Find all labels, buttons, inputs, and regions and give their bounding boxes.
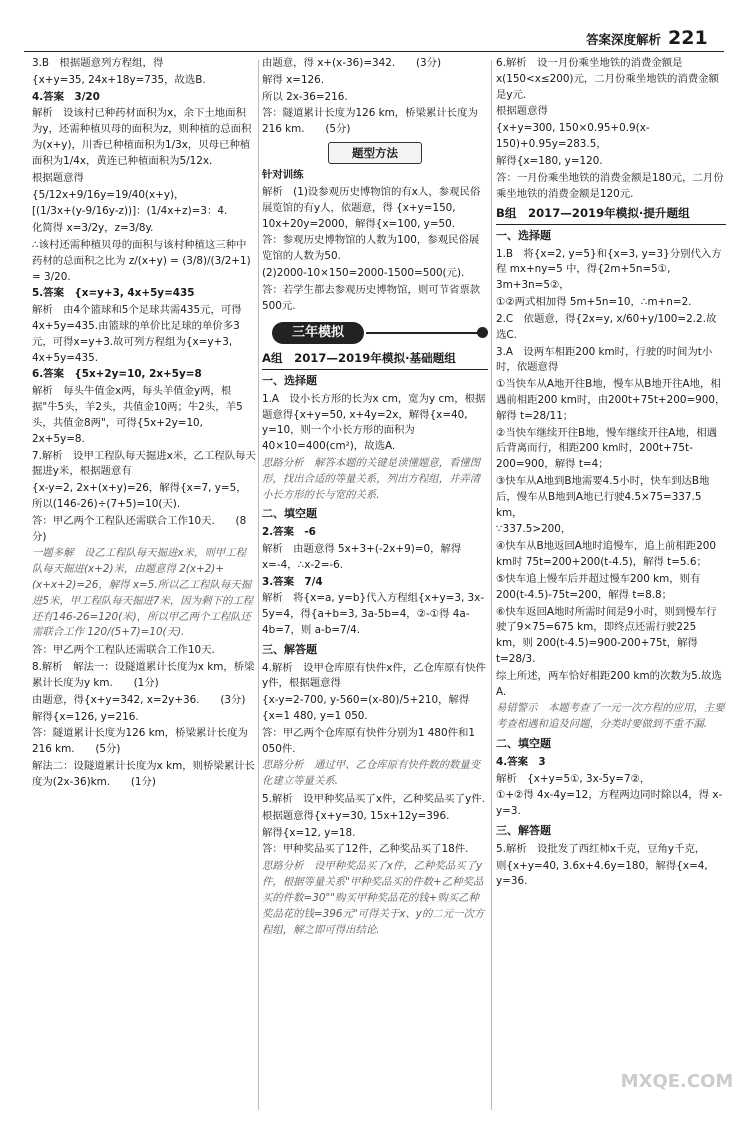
column-left: [32, 56, 256, 1116]
paragraph: (2)2000-10×150=2000-1500=500(元).: [262, 266, 465, 279]
column-divider: [258, 60, 259, 1110]
paragraph: 答：一月份乘坐地铁的消费金额是180元，二月份乘坐地铁的消费金额是120元.: [496, 171, 724, 200]
paragraph: 4.解析 设甲仓库原有快件x件，乙仓库原有快件y件，根据题意得: [262, 661, 486, 690]
paragraph: 解得{x=12, y=18.: [262, 826, 356, 839]
answer-line: 4.答案 3: [496, 755, 546, 768]
section-title: 一、选择题: [262, 373, 317, 387]
paragraph: {x+y=35, 24x+18y=735，故选B.: [32, 73, 206, 86]
paragraph: 6.解析 设一月份乘坐地铁的消费金额是x(150<x≤200)元，二月份乘坐地铁的消费金额是y元.: [496, 57, 719, 101]
paragraph: 答：甲乙两个工程队还需联合工作10天. (8分): [32, 514, 247, 543]
paragraph: ④快车从B地返回A地时追慢车，追上前相距200 km时 75t=200+200(t-4.5)，解得 t=5.6；: [496, 540, 717, 569]
paragraph: ⑤快车追上慢车后并超过慢车200 km，则有 200(t-4.5)-75t=200，解得 t=8.8；: [496, 572, 701, 601]
group-a-heading: A组 2017—2019年模拟·基础题组: [262, 350, 488, 370]
paragraph: 解析 由题意得 5x+3+(-2x+9)=0，解得 x=-4，∴x-2=-6.: [262, 542, 462, 571]
method-heading: 题型方法: [352, 146, 398, 161]
header-rule: [24, 51, 724, 52]
paragraph: 2.C 依题意，得{2x=y, x/60+y/100=2.2.故选C.: [496, 312, 717, 341]
note-error-warning: 易错警示 本题考查了一元一次方程的应用，主要考查相遇和追及问题，分类时要做到不重不漏.: [496, 702, 725, 731]
paragraph: 解析 由4个篮球和5个足球共需435元，可得4x+5y=435.由篮球的单价比足球的单价多3元，可得x=y+3.故可列方程组为{x=y+3, 4x+5y=435.: [32, 304, 242, 364]
column-right: [496, 56, 726, 1116]
paragraph: 所以 2x-36=216.: [262, 90, 348, 103]
paragraph: 解析 设该村已种药材面积为x，余下土地面积为y，还需种植贝母的面积为z，则种植的总面积为(x+y)，川香已种植面积为1/3x，贝母已种植面积为1/4x，黄连已种植面积为5/12x.: [32, 107, 252, 167]
group-b-heading: B组 2017—2019年模拟·提升题组: [496, 205, 726, 225]
paragraph: ②当快车继续开往B地，慢车继续开往A地，相遇后背离而行，相距200 km时，200t+75t-200=900，解得 t=4；: [496, 426, 717, 471]
section-title: 二、填空题: [262, 507, 317, 521]
section-title: 三、解答题: [262, 642, 317, 656]
header-title: 答案深度解析: [586, 32, 662, 47]
equation: {x+y=300, 150×0.95+0.9(x-150)+0.95y=283.5，: [496, 122, 650, 151]
note-analysis: 思路分析 设甲种奖品买了x件，乙种奖品买了y件，根据等量关系"甲种奖品买的件数+乙种奖品买的件数=30""购买甲种奖品花的钱+购买乙种奖品花的钱=396元"可得关于x、y的二元一次方程组，解之即可得出结论.: [262, 860, 485, 936]
paragraph: 答：甲乙两个仓库原有快件分别为1 480件和1 050件.: [262, 726, 475, 755]
paragraph: 解法二：设隧道累计长度为x km，则桥梁累计长度为(2x-36)km. (1分): [32, 759, 256, 788]
paragraph: 解得{x=180, y=120.: [496, 154, 603, 167]
section-title: 三、解答题: [496, 823, 551, 837]
column-divider: [491, 60, 492, 1110]
banner-label: 三年模拟: [272, 322, 364, 344]
equation: {x-y=2-700, y-560=(x-80)/5+210，解得{x=1 480, y=1 050.: [262, 694, 470, 722]
answer-line: 2.答案 -6: [262, 526, 316, 539]
paragraph: ⑥快车返回A地时所需时间是9小时，则到慢车行驶了9×75=675 km，即终点还需行驶225 km，则 200(t-4.5)=900-200+75t，解得 t=28/3.: [496, 605, 717, 665]
paragraph: 答：参观历史博物馆的人数为100，参观民俗展览馆的人数为50.: [262, 234, 480, 263]
note-analysis: 思路分析 解答本题的关键是读懂题意，看懂图形，找出合适的等量关系，列出方程组，并弄清小长方形的长与宽的关系.: [262, 456, 481, 501]
paragraph: ∵337.5>200，: [496, 523, 572, 536]
page-number: 221: [668, 27, 708, 49]
banner-line: [366, 332, 480, 334]
equation: 根据题意得{x+y=30, 15x+12y=396.: [262, 809, 450, 822]
paragraph: ①+②得 4x-4y=12，方程两边同时除以4，得 x-y=3.: [496, 789, 723, 818]
paragraph: 3.B 根据题意列方程组，得: [32, 57, 164, 69]
three-year-banner: [262, 320, 488, 346]
paragraph: 答：甲种奖品买了12件，乙种奖品买了18件.: [262, 843, 469, 856]
column-middle: [262, 56, 488, 1116]
answer-line: 6.答案 {5x+2y=10, 2x+5y=8: [32, 368, 202, 381]
paragraph: 根据题意得: [496, 105, 548, 118]
paragraph: 7.解析 设甲工程队每天掘进x米，乙工程队每天掘进y米，根据题意有: [32, 449, 256, 478]
paragraph: 解析 每头牛值金x两，每头羊值金y两，根据"牛5头，羊2头，共值金10两；牛2头，羊5头，共值金8两"，可得{5x+2y=10, 2x+5y=8.: [32, 385, 243, 445]
equation: {x-y=2, 2x+(x+y)=26，解得{x=7, y=5，所以(146-26)÷(7+5)=10(天).: [32, 482, 247, 510]
paragraph: 5.解析 设批发了西红柿x千克，豆角y千克，: [496, 842, 706, 855]
paragraph: 解得 x=126.: [262, 73, 325, 86]
paragraph: 化简得 x=3/2y，z=3/8y.: [32, 222, 154, 235]
equation: [(1/3x+(y-9/16y-z))]：(1/4x+z)=3：4.: [32, 205, 228, 218]
paragraph: ①②两式相加得 5m+5n=10，∴m+n=2.: [496, 296, 692, 309]
equation: {5/12x+9/16y=19/40(x+y)，: [32, 188, 185, 201]
answer-line: 5.答案 {x=y+3, 4x+5y=435: [32, 287, 195, 300]
paragraph: 答：甲乙两个工程队还需联合工作10天.: [32, 644, 215, 657]
paragraph: 根据题意得: [32, 171, 84, 184]
method-heading-box: [328, 142, 422, 164]
note-multi-solution: 一题多解 设乙工程队每天掘进x米，则甲工程队每天掘进(x+2)米，由题意得 2(x+2)+(x+x+2)=26，解得 x=5.所以乙工程队每天掘进5米，甲工程队每天掘进7米，因为剩下的工程还有146-26=120(米)，所以甲乙两个工程队还需联合工作 120/(5+7)=10(天).: [32, 547, 254, 639]
section-title: 二、填空题: [496, 737, 551, 751]
paragraph: 由题意，得 x+(x-36)=342. (3分): [262, 57, 442, 69]
paragraph: 由题意，得{x+y=342, x=2y+36. (3分): [32, 693, 246, 706]
section-title: 一、选择题: [496, 228, 551, 242]
paragraph: 答：隧道累计长度为126 km，桥梁累计长度为216 km. (5分): [262, 107, 478, 136]
paragraph: 答：若学生都去参观历史博物馆，则可节省票款500元.: [262, 283, 481, 312]
paragraph: 3.A 设两车相距200 km时，行驶的时间为t小时，依题意得: [496, 345, 713, 374]
paragraph: ∴该村还需种植贝母的面积与该村种植这三种中药材的总面积之比为 z/(x+y) = (3/8)/(3/2+1) = 3/20.: [32, 238, 251, 283]
page-header: [0, 0, 750, 49]
paragraph: 答：隧道累计长度为126 km，桥梁累计长度为216 km. (5分): [32, 727, 248, 756]
paragraph: 8.解析 解法一：设隧道累计长度为x km，桥梁累计长度为y km. (1分): [32, 661, 255, 689]
equation: 则{x+y=40, 3.6x+4.6y=180，解得{x=4, y=36.: [496, 859, 708, 888]
answer-line: 3.答案 7/4: [262, 575, 323, 588]
note-analysis: 思路分析 通过甲、乙仓库原有快件数的数量变化建立等量关系.: [262, 759, 481, 788]
equation: 解得{x=126, y=216.: [32, 710, 139, 723]
answer-line: 4.答案 3/20: [32, 90, 100, 103]
watermark: MXQE.COM: [620, 1071, 734, 1092]
paragraph: ①当快车从A地开往B地，慢车从B地开往A地，相遇前相距200 km时，由200t+75t+200=900，解得 t=28/11；: [496, 378, 726, 422]
equation: 解析 {x+y=5①, 3x-5y=7②，: [496, 772, 651, 785]
paragraph: 1.B 将{x=2, y=5}和{x=3, y=3}分别代入方程 mx+ny=5 中，得{2m+5n=5①, 3m+3n=5②，: [496, 247, 722, 292]
banner-dot: [477, 327, 488, 338]
paragraph: 解析 (1)设参观历史博物馆的有x人，参观民俗展览馆的有y人，依题意，得 {x+y=150, 10x+20y=2000，解得{x=100, y=50.: [262, 185, 481, 230]
paragraph: 综上所述，两车恰好相距200 km的次数为5.故选A.: [496, 669, 722, 698]
section-title: 针对训练: [262, 169, 304, 182]
paragraph: 5.解析 设甲种奖品买了x件，乙种奖品买了y件.: [262, 793, 485, 806]
paragraph: 解析 将{x=a, y=b}代入方程组{x+y=3, 3x-5y=4，得{a+b=3, 3a-5b=4，②-①得 4a-4b=7，则 a-b=7/4.: [262, 592, 485, 636]
paragraph: 1.A 设小长方形的长为x cm，宽为y cm，根据题意得{x+y=50, x+4y=2x，解得{x=40, y=10，则一个小长方形的面积为40×10=400(cm²)，故选A.: [262, 392, 486, 453]
paragraph: ③快车从A地到B地需要4.5小时，快车到达B地后，慢车从B地到A地已行驶4.5×75=337.5 km，: [496, 475, 710, 519]
